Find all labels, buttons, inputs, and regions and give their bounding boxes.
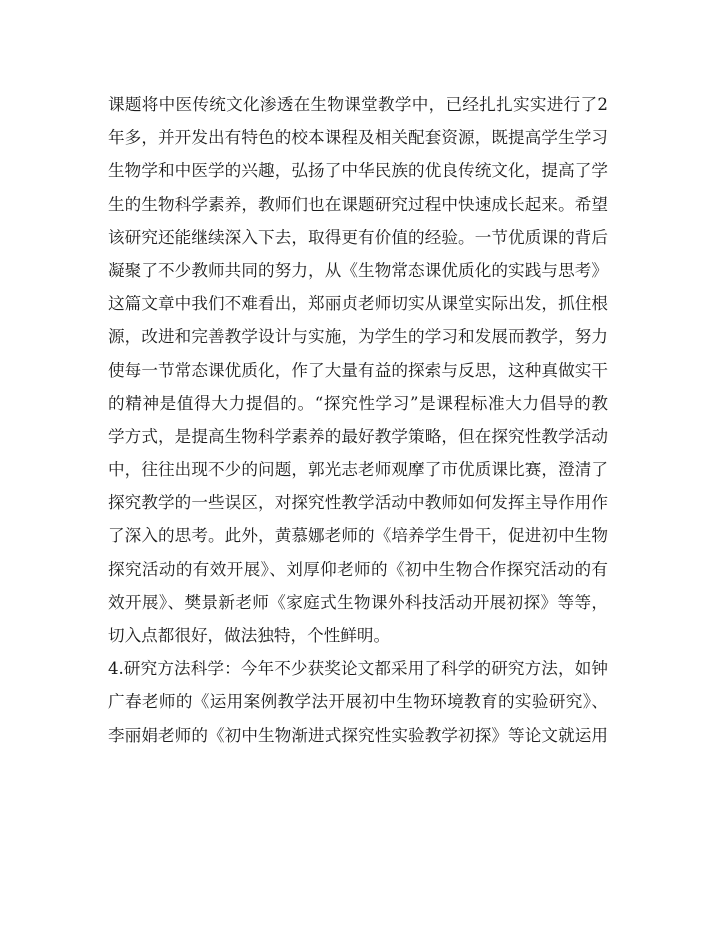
text-line-4: 生的生物科学素养，教师们也在课题研究过程中快速成长起来。希望 bbox=[108, 194, 608, 214]
text-line-20: 李丽娟老师的《初中生物渐进式探究性实验教学初探》等论文就运用 bbox=[108, 725, 608, 745]
text-line-6: 凝聚了不少教师共同的努力，从《生物常态课优质化的实践与思考》 bbox=[108, 260, 608, 280]
text-line-10: 的精神是值得大力提倡的。“探究性学习”是课程标准大力倡导的教 bbox=[108, 393, 608, 413]
body-text bbox=[108, 88, 608, 752]
text-line-16: 效开展》、樊景新老师《家庭式生物课外科技活动开展初探》等等， bbox=[108, 592, 608, 612]
text-line-3: 生物学和中医学的兴趣，弘扬了中华民族的优良传统文化，提高了学 bbox=[108, 161, 608, 181]
text-line-13: 探究教学的一些误区，对探究性教学活动中教师如何发挥主导作用作 bbox=[108, 493, 608, 513]
text-line-19: 广春老师的《运用案例教学法开展初中生物环境教育的实验研究》、 bbox=[108, 692, 608, 712]
text-line-2: 年多，并开发出有特色的校本课程及相关配套资源，既提高学生学习 bbox=[108, 128, 608, 148]
text-line-14: 了深入的思考。此外，黄慕娜老师的《培养学生骨干，促进初中生物 bbox=[108, 526, 608, 546]
text-line-17: 切入点都很好，做法独特，个性鲜明。 bbox=[108, 626, 391, 645]
text-line-1: 课题将中医传统文化渗透在生物课堂教学中，已经扎扎实实进行了2 bbox=[108, 95, 608, 114]
text-line-12: 中，往往出现不少的问题，郭光志老师观摩了市优质课比赛，澄清了 bbox=[108, 460, 608, 480]
text-line-5: 该研究还能继续深入下去，取得更有价值的经验。一节优质课的背后 bbox=[108, 227, 608, 247]
text-line-11: 学方式，是提高生物科学素养的最好教学策略，但在探究性教学活动 bbox=[108, 426, 608, 446]
text-line-18: 4.研究方法科学：今年不少获奖论文都采用了科学的研究方法，如钟 bbox=[108, 659, 608, 679]
text-line-8: 源，改进和完善教学设计与实施，为学生的学习和发展而教学，努力 bbox=[108, 327, 608, 347]
text-line-15: 探究活动的有效开展》、刘厚仰老师的《初中生物合作探究活动的有 bbox=[108, 559, 608, 579]
text-line-7: 这篇文章中我们不难看出，郑丽贞老师切实从课堂实际出发，抓住根 bbox=[108, 294, 608, 314]
text-line-9: 使每一节常态课优质化，作了大量有益的探索与反思，这种真做实干 bbox=[108, 360, 608, 380]
